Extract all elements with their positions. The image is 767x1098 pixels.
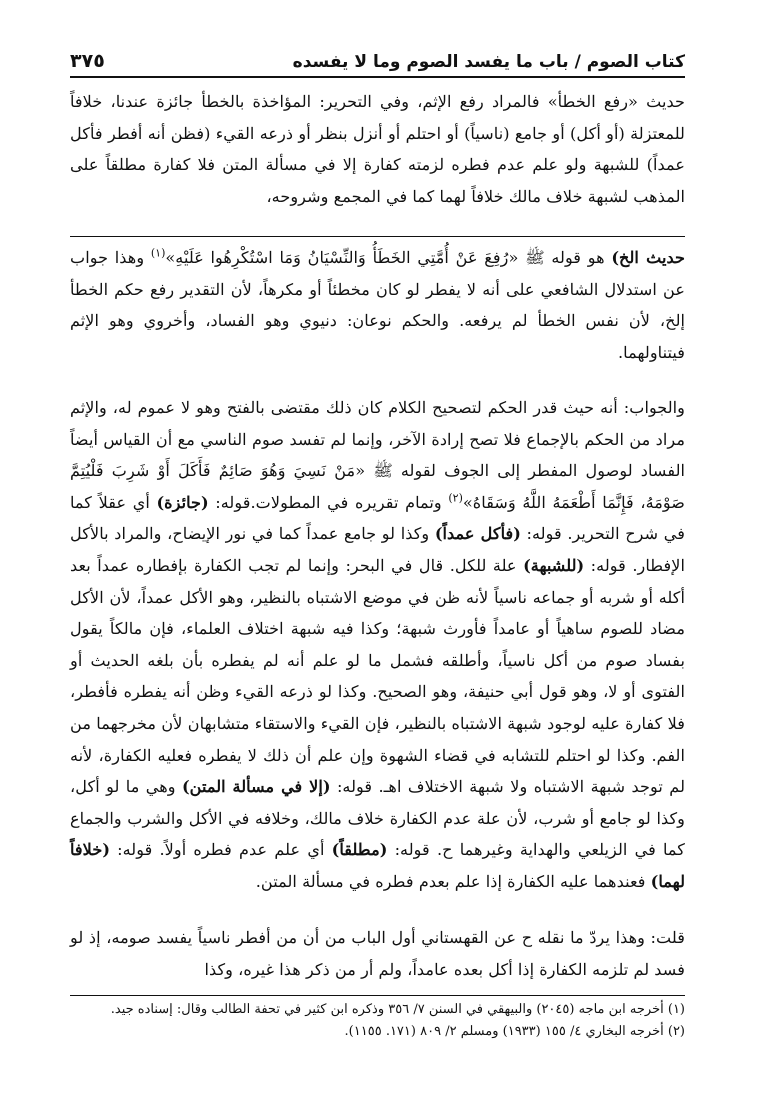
- commentary-text: وهذا جواب عن استدلال الشافعي على أنه لا يفطر لو كان مخطئاً أو مكرهاً، لأن التقدير رفع حكم الخطأ إلخ، لأن نفس الخطأ لم يرفعه. والحكم نوعان: دنيوي وهو الفساد، وأخروي وهو الإثم فيتناولهما.: [70, 248, 685, 362]
- quoted-term: (خلافاً لهما): [70, 840, 685, 891]
- page-header: [70, 38, 685, 78]
- commentary-text: وكذا لو جامع عمداً كما في نور الإيضاح، والمراد بالأكل الإفطار. قوله:: [70, 524, 685, 575]
- running-title: كتاب الصوم / باب ما يفسد الصوم وما لا يفسده: [292, 52, 685, 72]
- commentary-paragraph: قلت: وهذا يردّ ما نقله ح عن القهستاني أول الباب من أن من أفطر ناسياً يفسد صومه، إذ لو فسد لم تلزمه الكفارة إذا أكل بعده عامداً، ولم أر من ذكر هذا غيره، وكذا: [70, 928, 685, 979]
- main-text-paragraph: حديث «رفع الخطأ» فالمراد رفع الإثم، وفي التحرير: المؤاخذة بالخطأ جائزة عندنا، خلافاً للمعتزلة (أو أكل) أو جامع (ناسياً) أو احتلم أو أنزل بنظر أو ذرعه القيء (فظن أنه أفطر فأكل عمداً) للشبهة ولو علم عدم فطره لزمته كفارة إلا في مسألة المتن فلا كفارة مطلقاً على المذهب لشبهة خلاف مالك خلافاً لهما كما في المجمع وشروحه،: [70, 92, 685, 206]
- commentary-paragraph-1: [70, 242, 685, 368]
- commentary-text: علة للكل. قال في البحر: وإنما لم تجب الكفارة بإفطاره عمداً بعد أكله أو شربه أو جماعه ناسياً لأنه ظن في موضع الاشتباه بالنظير، وهو الأكل عمداً، لأن الأكل مضاد للصوم ساهياً أو عامداً فأورث شبهة؛ وكذا فيه شبهة اختلاف العلماء، فإن مالكاً يقول بفساد صوم من أكل ناسياً، وأطلقه فشمل ما لو علم أنه لم يفطره بأن بلغه الحديث أو الفتوى أو لا، وهو قول أبي حنيفة، وهو الصحيح. وكذا لو ذرعه القيء وظن أنه يفطره فأفطر، فلا كفارة عليه لوجود شبهة الاشتباه بالنظير، فإن القيء والاستقاء متشابهان لأن مخرجهما من الفم. وكذا لو احتلم للتشابه في قضاء الشهوة وإن علم أن ذلك لا يفطره فعليه الكفارة، لأنه لم توجد شبهة الاشتباه ولا شبهة الاختلاف اهـ. قوله:: [70, 555, 686, 797]
- quoted-term: (للشبهة): [523, 555, 585, 575]
- commentary-text: أي علم عدم فطره أولاً. قوله:: [110, 840, 332, 860]
- commentary-paragraph-3: [70, 922, 685, 985]
- commentary-text: هو قوله ﷺ «رُفِعَ عَنْ أُمَّتِي الخَطَأُ وَالنِّسْيَانُ وَمَا اسْتُكْرِهُوا عَلَيْهِ»: [165, 248, 612, 267]
- footnote-divider: [70, 995, 685, 996]
- commentary-paragraph: [70, 242, 685, 368]
- commentary-paragraph: [70, 392, 685, 898]
- commentary-text: فعندهما عليه الكفارة إذا علم بعدم فطره في مسألة المتن.: [255, 871, 651, 891]
- quoted-term: (إلا في مسألة المتن): [182, 777, 331, 797]
- commentary-text: أي عقلاً كما في شرح التحرير. قوله:: [70, 492, 686, 544]
- quoted-term: (مطلقاً): [331, 840, 388, 860]
- page-number: ٣٧٥: [70, 50, 105, 72]
- footnote-2: (٢) أخرجه البخاري ٤/ ١٥٥ (١٩٣٣) ومسلم ٢/ ٨٠٩ (١٧١. ١١٥٥).: [344, 1024, 685, 1039]
- footnotes: [70, 999, 685, 1043]
- text-commentary-divider: [70, 236, 685, 237]
- footnote-1: (١) أخرجه ابن ماجه (٢٠٤٥) والبيهقي في السنن ٧/ ٣٥٦ وذكره ابن كثير في تحفة الطالب وقال: إسناده جيد.: [110, 1002, 685, 1017]
- commentary-text: وتمام تقريره في المطولات.: [250, 492, 449, 512]
- commentary-text: والجواب: أنه حيث قدر الحكم لتصحيح الكلام كان ذلك مقتضى بالفتح وهو لا عموم له، والإثم مراد من الحكم بالإجماع فلا تصح إرادة الآخر، وإنما لم تفسد صوم الناسي مع أن القياس أيضاً الفساد لوصول المفطر إلى الجوف لقوله ﷺ «مَنْ نَسِيَ وَهُوَ صَائِمٌ فَأَكَلَ أَوْ شَرِبَ فَلْيُتِمَّ صَوْمَهُ، فَإِنَّمَا أَطْعَمَهُ اللَّهُ وَسَقَاهُ»: [70, 398, 686, 512]
- commentary-lead: حديث الخ): [611, 248, 685, 267]
- commentary-text: وهي ما لو أكل، وكذا لو جامع أو شرب، لأن علة عدم الكفارة خلاف مالك، وخلافه في الأكل والشرب والجماع كما في الزيلعي والهداية وغيرهما ح. قوله:: [70, 777, 685, 860]
- main-text: [70, 86, 685, 212]
- commentary-paragraph-2: [70, 392, 685, 898]
- commentary-text: قوله:: [208, 492, 251, 512]
- footnote-marker-1: (١): [150, 246, 166, 260]
- quoted-term: (فأكل عمداً): [434, 524, 521, 544]
- footnote-marker-2: (٢): [448, 491, 463, 505]
- quoted-term: (جائزة): [156, 492, 209, 512]
